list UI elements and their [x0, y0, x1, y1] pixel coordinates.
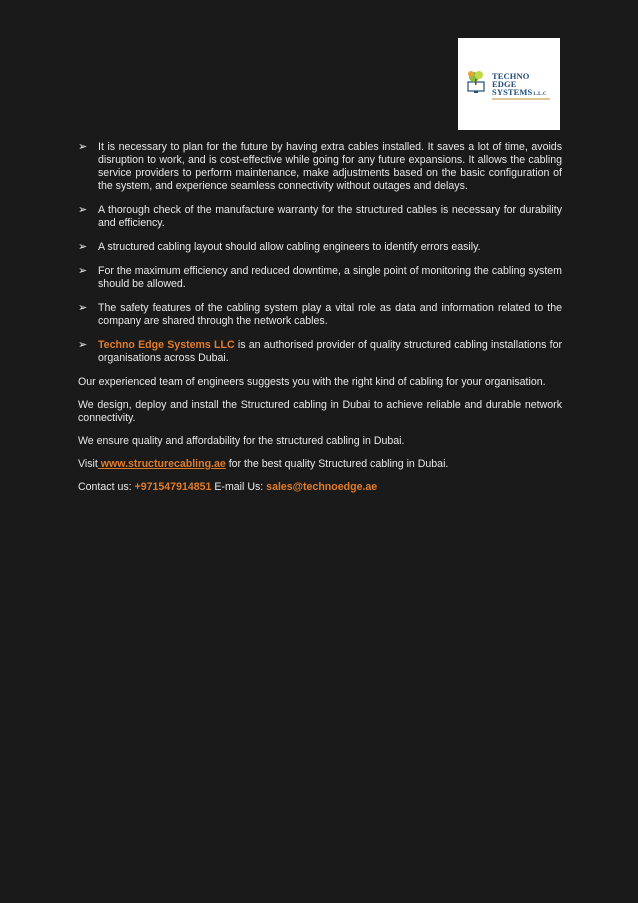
- arrow-bullet-icon: ➢: [78, 265, 88, 277]
- paragraph-list: [78, 376, 562, 448]
- body-paragraph: Our experienced team of engineers suggests you with the right kind of cabling for your organisation.: [78, 376, 546, 388]
- bullet-item: [78, 302, 562, 328]
- visit-paragraph: [78, 458, 562, 471]
- contact-paragraph: [78, 481, 562, 494]
- bullet-text: The safety features of the cabling system play a vital role as data and information related to the company are shared through the network cables.: [98, 302, 562, 327]
- logo-line-1: TECHNO: [492, 71, 530, 81]
- visit-suffix: for the best quality Structured cabling in Dubai.: [225, 458, 449, 470]
- bullet-text: A thorough check of the manufacture warranty for the structured cables is necessary for durability and efficiency.: [98, 204, 562, 229]
- company-name-highlight: Techno Edge Systems LLC: [98, 339, 235, 351]
- bullet-text: For the maximum efficiency and reduced downtime, a single point of monitoring the cabling system should be allowed.: [98, 265, 562, 290]
- bullet-item: [78, 141, 562, 193]
- email-label: E-mail Us:: [211, 481, 267, 493]
- company-logo: [458, 38, 560, 130]
- logo-llc: L.L.C: [533, 92, 547, 97]
- logo-tagline-bar: [492, 98, 550, 100]
- bullet-item: [78, 241, 562, 254]
- contact-label: Contact us:: [78, 481, 135, 493]
- email-address[interactable]: sales@technoedge.ae: [266, 481, 378, 493]
- website-link[interactable]: www.structurecabling.ae: [97, 458, 226, 470]
- body-paragraph: We ensure quality and affordability for the structured cabling in Dubai.: [78, 435, 405, 447]
- logo-line-2: EDGE: [492, 79, 517, 89]
- bullet-item: [78, 339, 562, 365]
- document-body: [78, 141, 562, 504]
- logo-wordmark: [492, 72, 547, 99]
- arrow-bullet-icon: ➢: [78, 302, 88, 314]
- arrow-bullet-icon: ➢: [78, 204, 88, 216]
- arrow-bullet-icon: ➢: [78, 241, 88, 253]
- arrow-bullet-icon: ➢: [78, 339, 88, 351]
- bullet-text: A structured cabling layout should allow cabling engineers to identify errors easily.: [98, 241, 481, 253]
- body-paragraph: We design, deploy and install the Structured cabling in Dubai to achieve reliable and durable network connectivity.: [78, 399, 562, 424]
- arrow-bullet-icon: ➢: [78, 141, 88, 153]
- bullet-text: It is necessary to plan for the future by having extra cables installed. It saves a lot of time, avoids disruption to work, and is cost-effective while going for any future expansions. It allows the cabling service providers to perform maintenance, make adjustments based on the basic configuration of the system, and experience seamless connectivity without outages and delays.: [98, 141, 562, 192]
- logo-line-3: SYSTEMSL.L.C: [492, 87, 547, 97]
- bullet-text: is an authorised provider of quality structured cabling installations for organisations across Dubai.: [98, 339, 562, 364]
- tree-monitor-logo-icon: [466, 70, 492, 94]
- visit-prefix: Visit: [78, 458, 98, 470]
- bullet-item: [78, 265, 562, 291]
- phone-number[interactable]: +971547914851: [134, 481, 212, 493]
- bullet-item: [78, 204, 562, 230]
- bullet-list: [78, 141, 562, 365]
